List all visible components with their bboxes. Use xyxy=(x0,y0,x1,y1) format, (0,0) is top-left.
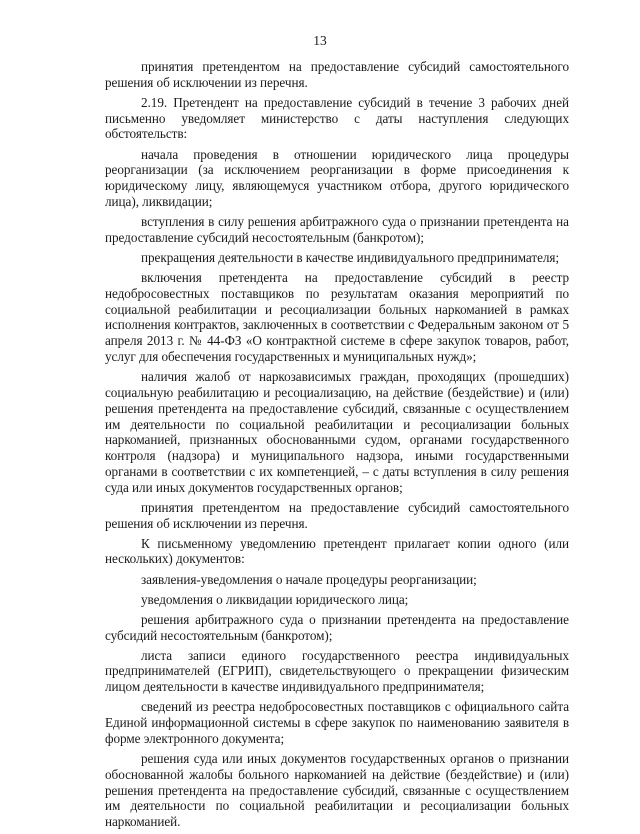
paragraph: К письменному уведомлению претендент прилагает копии одного (или нескольких) документов: xyxy=(105,535,569,567)
page-number: 13 xyxy=(313,33,327,48)
paragraph: принятия претендентом на предоставление субсидий самостоятельного решения об исключении из перечня. xyxy=(105,59,569,90)
paragraph: уведомления о ликвидации юридического лица; xyxy=(141,591,409,607)
paragraph: вступления в силу решения арбитражного суда о признании претендента на предоставление субсидий несостоятельным (банкротом); xyxy=(105,214,569,245)
paragraph: решения арбитражного суда о признании претендента на предоставление субсидий несостоятельным (банкротом); xyxy=(105,611,569,643)
paragraph: решения суда или иных документов государственных органов о признании обоснованной жалобы больного наркоманией на действие (бездействие) и (или) решения претендента на предоставление субсидий, связанные с осуществлением им деятельности по социальной реабилитации и ресоциализации больных наркоманией. xyxy=(105,751,569,830)
paragraph: начала проведения в отношении юридического лица процедуры реорганизации (за исключением реорганизации в форме присоединения к юридическому лицу, являющемуся участником отбора, другого юридического лица), ликвидации; xyxy=(105,146,569,209)
paragraph: листа записи единого государственного реестра индивидуальных предпринимателей (ЕГРИП), свидетельствующего о прекращении физическим лицом деятельности в качестве индивидуального предпринимателя; xyxy=(105,647,569,695)
paragraph: наличия жалоб от наркозависимых граждан, проходящих (прошедших) социальную реабилитацию и ресоциализацию, на действие (бездействие) и (или) решения претендента на предоставление субсидий, связанные с осуществлением им деятельности по социальной реабилитации и ресоциализации больных наркоманией, признанных обоснованными судом, органами государственного контроля (надзора) и муниципального надзора, иными государственными органами в соответствии с их компетенцией, – с даты вступления в силу решения суда или иных документов государственных органов; xyxy=(105,369,569,495)
document-body xyxy=(105,59,569,834)
paragraph: заявления-уведомления о начале процедуры реорганизации; xyxy=(141,571,477,587)
paragraph: 2.19. Претендент на предоставление субсидий в течение 3 рабочих дней письменно уведомляет министерство с даты наступления следующих обстоятельств: xyxy=(105,94,569,142)
paragraph: прекращения деятельности в качестве индивидуального предпринимателя; xyxy=(141,249,560,265)
paragraph: сведений из реестра недобросовестных поставщиков с официального сайта Единой информационной системы в сфере закупок по наименованию заявителя в форме электронного документа; xyxy=(105,699,569,746)
paragraph: принятия претендентом на предоставление субсидий самостоятельного решения об исключении из перечня. xyxy=(105,499,569,531)
paragraph: включения претендента на предоставление субсидий в реестр недобросовестных поставщиков по результатам оказания мероприятий по социальной реабилитации и ресоциализации больных наркоманией в рамках исполнения контрактов, заключенных в соответствии с Федеральным законом от 5 апреля 2013 г. № 44-ФЗ «О контрактной системе в сфере закупок товаров, работ, услуг для обеспечения государственных и муниципальных нужд»; xyxy=(105,270,569,365)
